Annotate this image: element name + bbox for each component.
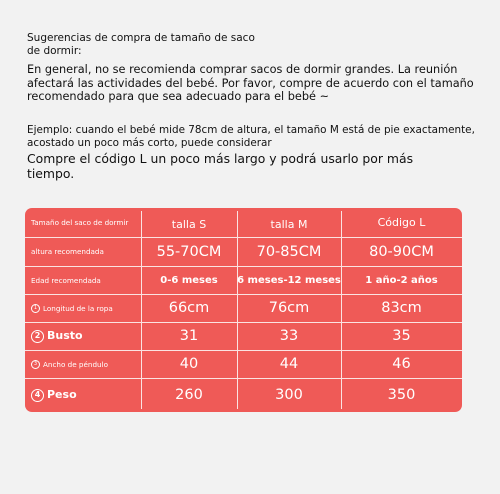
hem-width-l: 46 <box>392 356 411 372</box>
height-s: 55-70CM <box>156 243 222 260</box>
hem-width-s: 40 <box>179 356 199 372</box>
chest-s: 31 <box>179 328 199 344</box>
general-advice-paragraph: En general, no se recomienda comprar sacos de dormir grandes. La reunión afectará las actividades del bebé. Por favor, compre de acuerdo con el tamaño recomendado para que sea adecuado para el bebé ~ <box>27 63 474 104</box>
weight-l: 350 <box>387 387 416 403</box>
hem-width-m: 44 <box>279 356 299 372</box>
row-label-length-text: Longitud de la ropa <box>43 303 113 313</box>
purchase-suggestions-heading: Sugerencias de compra de tamaño de saco de dormir: <box>27 32 255 58</box>
row-label-hem-width <box>25 350 141 378</box>
height-m: 70-85CM <box>256 243 322 260</box>
row-label-weight-text: Peso <box>47 388 77 402</box>
weight-s: 260 <box>175 387 203 403</box>
age-m: 6 meses-12 meses <box>237 274 341 286</box>
length-m: 76cm <box>268 300 310 316</box>
length-l: 83cm <box>381 300 422 316</box>
chest-l: 35 <box>392 328 411 344</box>
weight-m: 300 <box>275 387 303 403</box>
header-size-l: Código L <box>377 216 426 229</box>
header-size-label: Tamaño del saco de dormir <box>31 218 129 227</box>
row-label-chest <box>25 322 141 350</box>
age-l: 1 año-2 años <box>365 274 438 286</box>
row-label-height: altura recomendada <box>31 247 104 256</box>
header-size-m: talla M <box>270 218 308 231</box>
circled-number-4: 4 <box>31 389 44 402</box>
circled-number-1: 1 <box>31 304 40 313</box>
height-l: 80-90CM <box>369 243 434 260</box>
circled-number-2: 2 <box>31 330 44 343</box>
age-s: 0-6 meses <box>160 274 218 286</box>
chest-m: 33 <box>279 328 299 344</box>
length-s: 66cm <box>168 300 210 316</box>
row-label-chest-text: Busto <box>47 329 83 343</box>
circled-number-3: 3 <box>31 360 40 369</box>
example-conclusion: Compre el código L un poco más largo y podrá usarlo por más tiempo. <box>27 151 414 182</box>
size-table <box>25 208 462 412</box>
header-size-s: talla S <box>171 218 207 231</box>
row-label-weight <box>25 378 141 412</box>
row-label-hem-width-text: Ancho de péndulo <box>43 359 108 369</box>
row-label-length <box>25 294 141 322</box>
row-label-age: Edad recomendada <box>31 275 101 285</box>
example-paragraph: Ejemplo: cuando el bebé mide 78cm de altura, el tamaño M está de pie exactamente, acostado un poco más corto, puede considerar <box>27 124 475 149</box>
